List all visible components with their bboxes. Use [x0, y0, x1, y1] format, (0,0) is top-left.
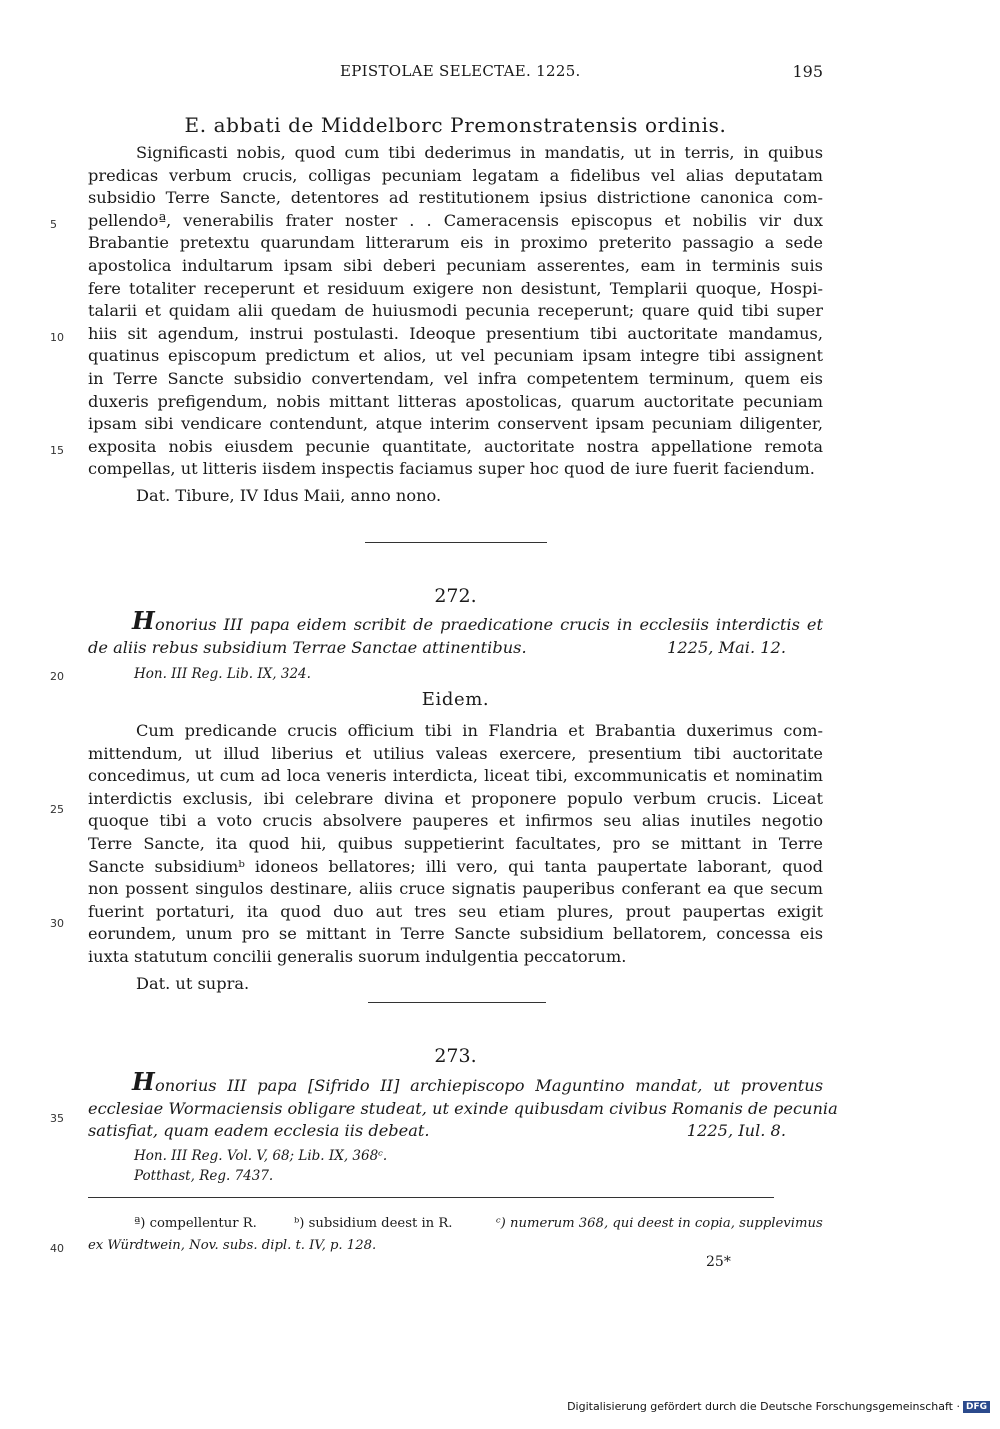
initial-letter: H	[132, 1067, 155, 1096]
regest-date: 1225, Mai. 12.	[667, 637, 786, 657]
letter-heading: E. abbati de Middelborc Premonstratensis ordinis.	[184, 113, 727, 137]
regest-line	[88, 606, 823, 637]
signature-mark: 25*	[706, 1254, 731, 1270]
credit-text: Digitalisierung gefördert durch die Deutsche Forschungsgemeinschaft ·	[567, 1400, 960, 1413]
text-line: quatinus episcopum predictum et alios, ut vel pecuniam ipsam integre tibi assignent	[88, 346, 823, 366]
text-line: compellas, ut litteris iisdem inspectis faciamus super hoc quod de iure fuerit faciendum.	[88, 459, 815, 479]
dating-clause: Dat. Tibure, IV Idus Maii, anno nono.	[136, 485, 442, 505]
regest-text: satisfiat, quam eadem ecclesia iis debeat.	[88, 1121, 430, 1141]
document-number: 273.	[434, 1045, 477, 1067]
line-number: 40	[50, 1242, 64, 1255]
regest-line	[88, 637, 823, 660]
footnote-a: ª) compellentur R.	[134, 1216, 257, 1231]
running-title: EPISTOLAE SELECTAE. 1225.	[340, 62, 581, 80]
text-line: subsidio Terre Sancte, detentores ad restitutionem ipsius districtione canonica com-	[88, 188, 823, 208]
line-number: 15	[50, 444, 64, 457]
regest-line	[88, 1067, 823, 1098]
line-number: 35	[50, 1112, 64, 1125]
regest-line: ecclesiae Wormaciensis obligare studeat, ut exinde quibusdam civibus Romanis de pecunia	[88, 1098, 838, 1118]
line-number: 20	[50, 670, 64, 683]
text-line: concedimus, ut cum ad loca veneris interdicta, liceat tibi, excommunicatis et nominatim	[88, 766, 823, 786]
regest-text: de aliis rebus subsidium Terrae Sanctae attinentibus.	[88, 637, 527, 657]
text-line: pellendoª, venerabilis frater noster . . Cameracensis episcopus et nobilis vir dux	[88, 210, 823, 230]
text-line: mittendum, ut illud liberius et utilius valeas exercere, presentium tibi auctoritate	[88, 743, 823, 763]
text-line: exposita nobis eiusdem pecunie quantitate, auctoritate nostra appellatione remota	[88, 436, 823, 456]
source-reference	[134, 1146, 734, 1186]
letter-heading: Eidem.	[421, 689, 490, 710]
regest-text: onorius III papa [Sifrido II] archiepiscopo Maguntino mandat, ut proventus	[155, 1076, 823, 1095]
text-line: predicas verbum crucis, colligas pecuniam legatam a fidelibus vel alias deputatam	[88, 165, 823, 185]
text-line: hiis sit agendum, instrui postulasti. Ideoque presentium tibi auctoritate mandamus,	[88, 323, 823, 343]
regest	[88, 1067, 838, 1143]
footnote-c: ᶜ) numerum 368, qui deest in copia, supplevimus	[496, 1216, 823, 1231]
text-line: quoque tibi a voto crucis absolvere pauperes et infirmos seu alias inutiles negotio	[88, 811, 823, 831]
regest-text: onorius III papa eidem scribit de praedicatione crucis in ecclesiis interdictis et	[155, 615, 823, 634]
line-number: 30	[50, 917, 64, 930]
source-line: Hon. III Reg. Vol. V, 68; Lib. IX, 368ᶜ.	[134, 1148, 388, 1164]
page-header	[88, 62, 823, 86]
line-number: 10	[50, 331, 64, 344]
text-line: in Terre Sancte subsidio convertendam, vel infra competentem terminum, quem eis	[88, 368, 823, 388]
text-line: talarii et quidam alii quedam de huiusmodi pecunia receperunt; quare quid tibi super	[88, 301, 823, 321]
text-line: ipsam sibi vendicare contendunt, atque interim conservent ipsam pecuniam diligenter,	[88, 414, 823, 434]
regest-line	[88, 1120, 823, 1143]
dfg-logo: DFG	[963, 1401, 990, 1413]
footnotes	[88, 1214, 830, 1254]
document-number: 272.	[434, 585, 477, 607]
text-line: Brabantie pretextu quarundam litterarum eis in proximo preterito passagio a sede	[88, 233, 823, 253]
footnote-b: ᵇ) subsidium deest in R.	[294, 1216, 453, 1231]
separator-rule	[365, 542, 547, 543]
text-line: fere totaliter receperunt et residuum exigere non desistunt, Templarii quoque, Hospi-	[88, 278, 823, 298]
line-number: 25	[50, 803, 64, 816]
letter-body	[88, 142, 823, 508]
regest	[88, 606, 823, 659]
line-number: 5	[50, 218, 57, 231]
text-line: apostolica indultarum ipsam sibi deberi pecuniam asserentes, eam in terminis suis	[88, 255, 823, 275]
text-line: Significasti nobis, quod cum tibi dederimus in mandatis, ut in terris, in quibus	[136, 143, 823, 162]
text-line: interdictis exclusis, ibi celebrare divina et proponere populo verbum crucis. Liceat	[88, 788, 823, 808]
text-line: non possent singulos destinare, aliis cruce signatis pauperibus conferant ea que secum	[88, 879, 823, 899]
text-line: Terre Sancte, ita quod hii, quibus suppetierint facultates, pro se mittant in Terre	[88, 833, 823, 853]
text-line: fuerint portaturi, ita quod duo aut tres seu etiam plures, prout paupertas exigit	[88, 901, 823, 921]
source-reference: Hon. III Reg. Lib. IX, 324.	[134, 666, 311, 682]
text-line: iuxta statutum concilii generalis suorum indulgentia peccatorum.	[88, 946, 627, 966]
footnote-rule	[88, 1197, 774, 1198]
source-line: Potthast, Reg. 7437.	[134, 1168, 274, 1184]
digitization-credit	[567, 1400, 990, 1413]
initial-letter: H	[132, 606, 155, 635]
text-line: eorundem, unum pro se mittant in Terre Sancte subsidium bellatorem, concessa eis	[88, 924, 823, 944]
regest-date: 1225, Iul. 8.	[686, 1121, 786, 1141]
footnote-c-continued: ex Würdtwein, Nov. subs. dipl. t. IV, p. 128.	[88, 1238, 377, 1253]
separator-rule	[368, 1002, 546, 1003]
page-number: 195	[792, 62, 823, 81]
text-line: duxeris prefigendum, nobis mittant litteras apostolicas, quarum auctoritate pecuniam	[88, 391, 823, 411]
text-line: Sancte subsidiumᵇ idoneos bellatores; illi vero, qui tanta paupertate laborant, quod	[88, 856, 823, 876]
letter-body	[88, 720, 823, 995]
dating-clause: Dat. ut supra.	[136, 973, 250, 993]
text-line: Cum predicande crucis officium tibi in Flandria et Brabantia duxerimus com-	[136, 721, 823, 740]
